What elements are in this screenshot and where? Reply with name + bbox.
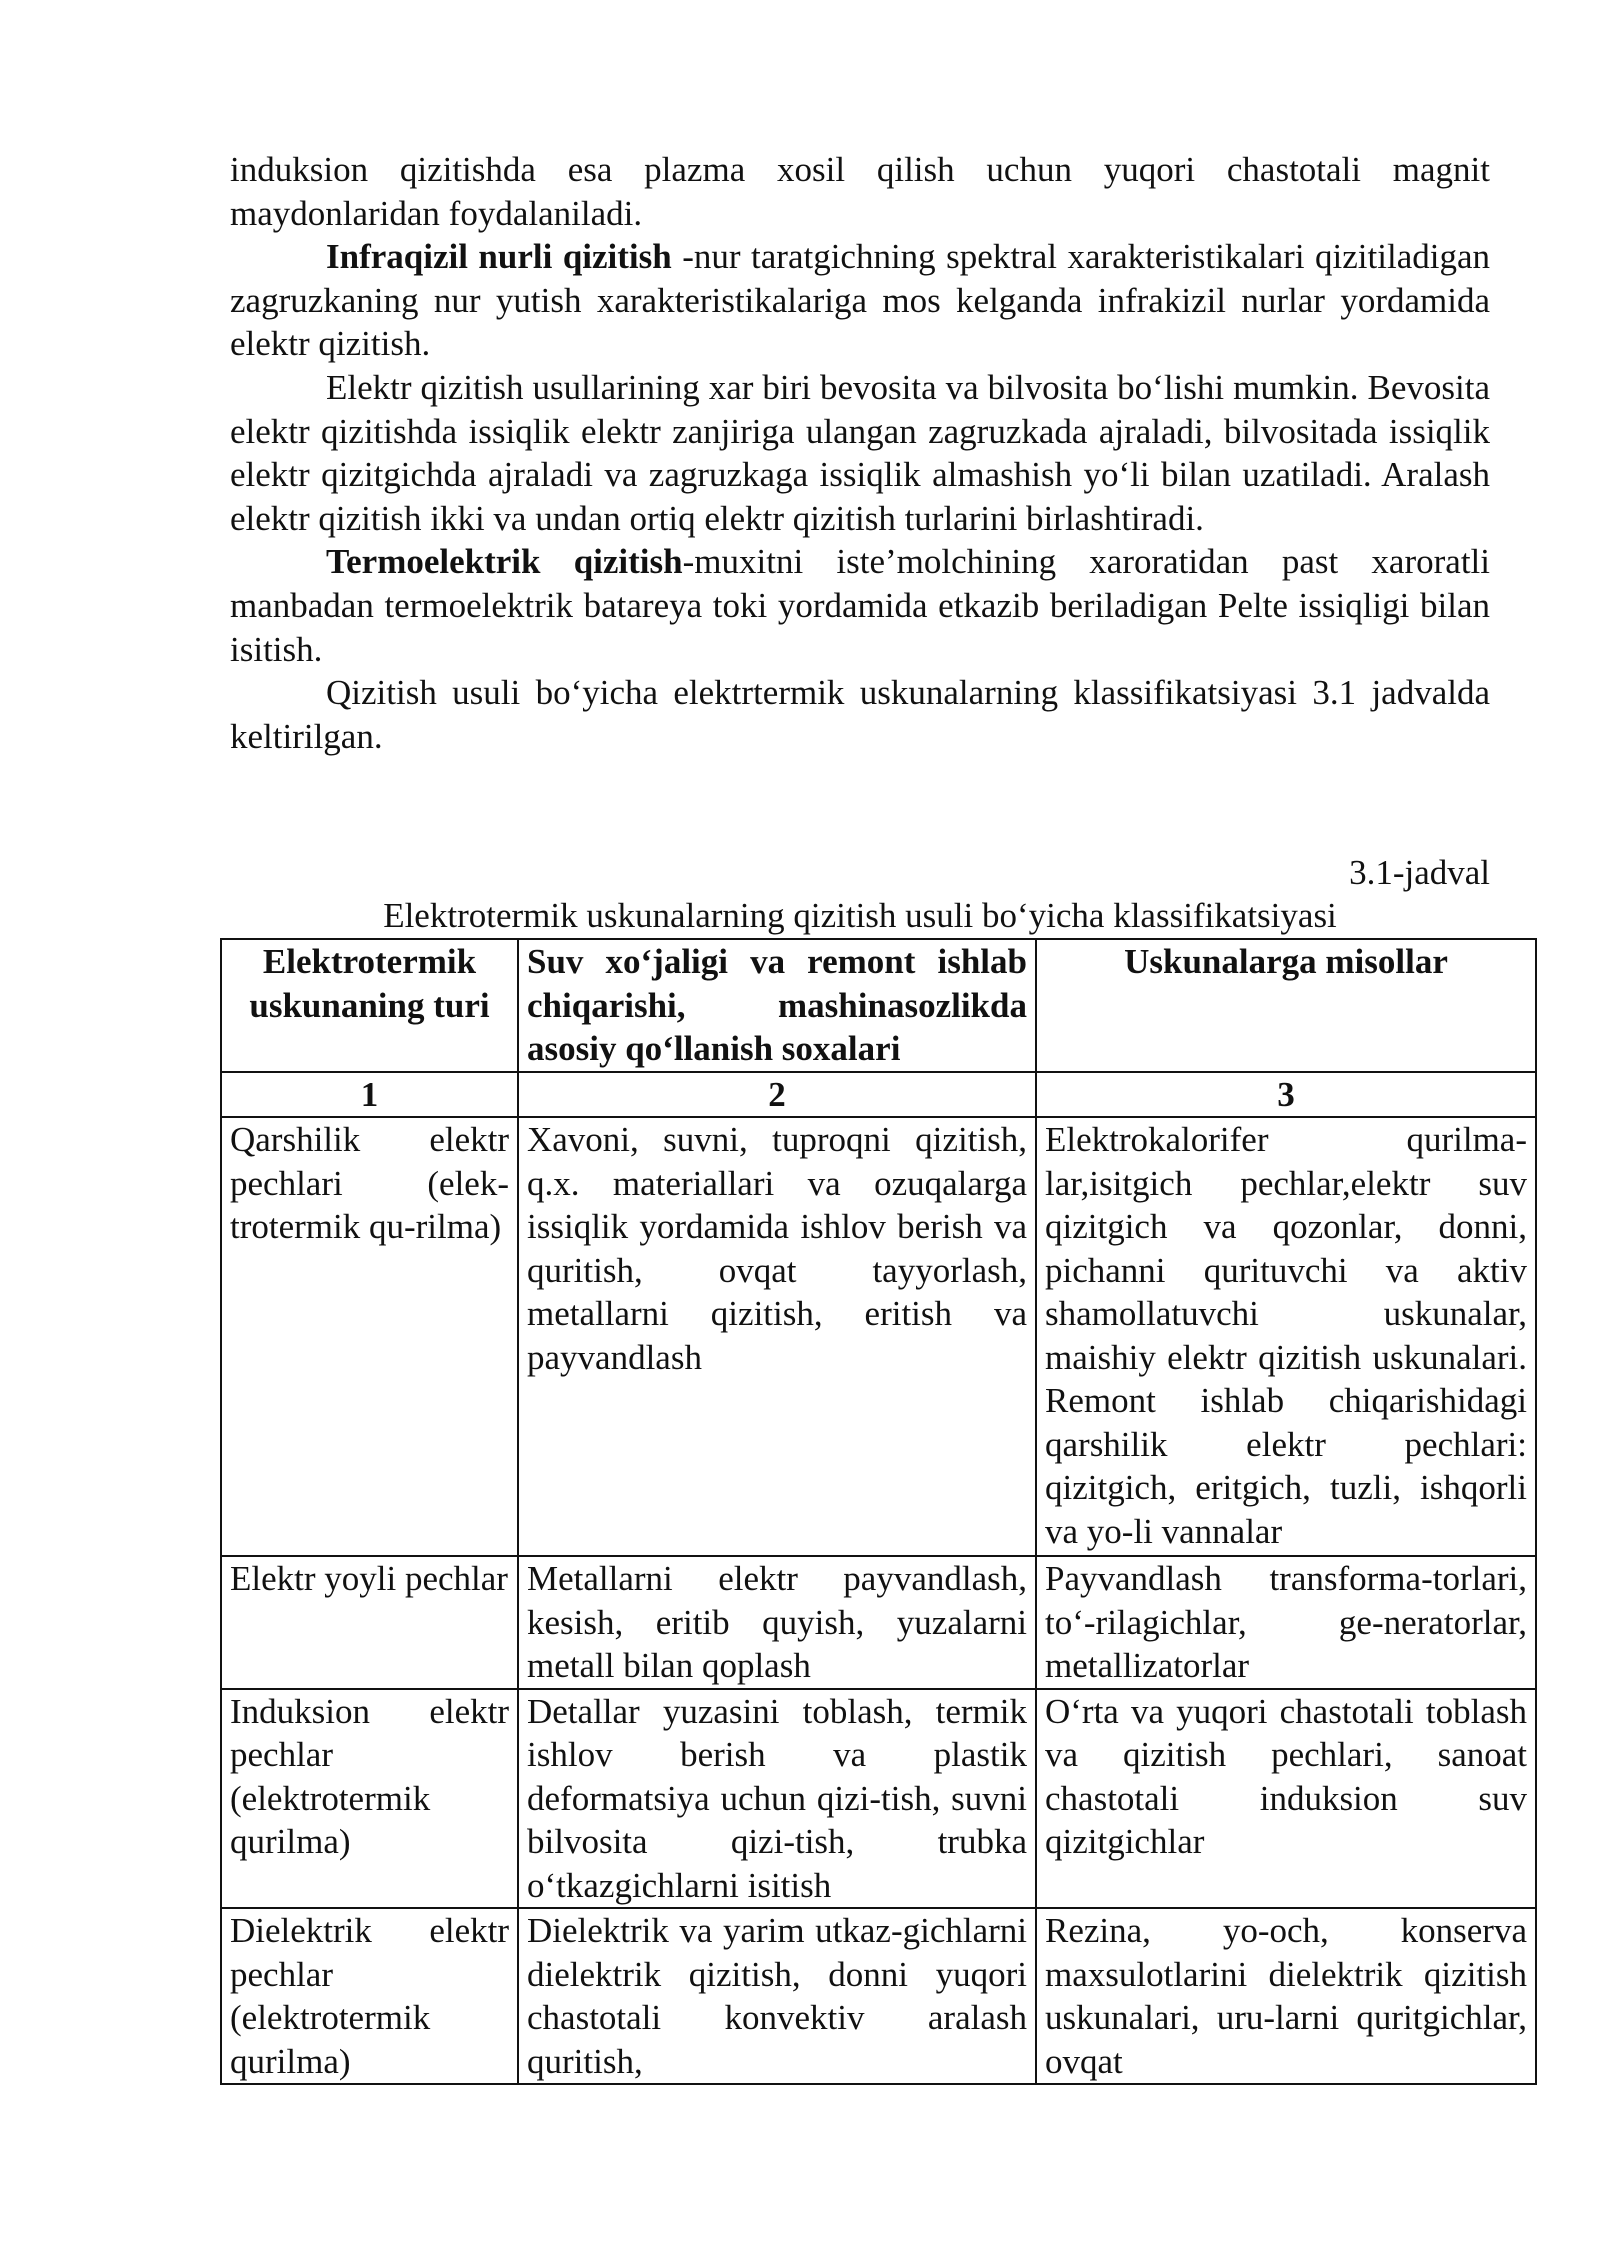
- paragraph-3-text: Elektr qizitish usullarining xar biri bevosita va bilvosita bo‘lishi mumkin. Bevosita elektr qizitishda issiqlik elektr zanjiriga ulangan zagruzkada ajraladi, bilvositada issiqlik elektr qizitgichda ajraladi va zagruzkaga issiqlik almashish yo‘li bilan uzatiladi. Aralash elektr qizitish ikki va undan ortiq elektr qizitish turlarini birlashtiradi.: [230, 367, 1490, 538]
- paragraph-1-text: induksion qizitishda esa plazma xosil qilish uchun yuqori chastotali magnit maydonlaridan foydalaniladi.: [230, 150, 1490, 233]
- table-cell: Elektrokalorifer qurilma-lar,isitgich pechlar,elektr suv qizitgich va qozonlar, donni, pichanni qurituvchi va aktiv shamollatuvchi uskunalar, maishiy elektr qizitish uskunalari. Remont ishlab chiqarishidagi qarshilik elektr pechlari: qizitgich, eritgich, tuzli, ishqorli va yo-li vannalar: [1036, 1117, 1536, 1556]
- table-cell: Xavoni, suvni, tuproqni qizitish, q.x. materiallari va ozuqalarga issiqlik yordamida ishlov berish va quritish, ovqat tayyorlash, metallarni qizitish, eritish va payvandlash: [518, 1117, 1036, 1556]
- paragraph-4: [230, 540, 1490, 671]
- table-title: Elektrotermik uskunalarning qizitish usuli bo‘yicha klassifikatsiyasi: [383, 896, 1337, 935]
- column-number: 3: [1036, 1072, 1536, 1118]
- table-cell: Detallar yuzasini toblash, termik ishlov berish va plastik deformatsiya uchun qizi-tish, suvni bilvosita qizi-tish, trubka o‘tkazgichlarni isitish: [518, 1689, 1036, 1909]
- table-cell: Induksion elektr pechlar (elektrotermik qurilma): [221, 1689, 518, 1909]
- table-row: [221, 1908, 1536, 2084]
- paragraph-3: [230, 366, 1490, 540]
- table-row: [221, 1117, 1536, 1556]
- paragraph-5: [230, 671, 1490, 758]
- table-cell: Rezina, yo-och, konserva maxsulotlarini dielektrik qizitish uskunalari, uru-larni quritgichlar, ovqat: [1036, 1908, 1536, 2084]
- paragraph-2: [230, 235, 1490, 366]
- header-application-areas: Suv xo‘jaligi va remont ishlab chiqarishi, mashinasozlikda asosiy qo‘llanish soxalari: [518, 939, 1036, 1072]
- term-infrared-heating: Infraqizil nurli qizitish: [326, 237, 672, 277]
- column-number-row: [221, 1072, 1536, 1118]
- table-cell: Qarshilik elektr pechlari (elek-trotermik qu-rilma): [221, 1117, 518, 1556]
- table-cell: Payvandlash transforma-torlari, to‘-rilagichlar, ge-neratorlar, metallizatorlar: [1036, 1556, 1536, 1689]
- table-row: [221, 1556, 1536, 1689]
- header-examples: Uskunalarga misollar: [1036, 939, 1536, 1072]
- table-cell: Dielektrik va yarim utkaz-gichlarni dielektrik qizitish, donni yuqori chastotali konvektiv aralash quritish,: [518, 1908, 1036, 2084]
- column-number: 1: [221, 1072, 518, 1118]
- header-equipment-type: Elektrotermik uskunaning turi: [221, 939, 518, 1072]
- column-number: 2: [518, 1072, 1036, 1118]
- table-cell: O‘rta va yuqori chastotali toblash va qizitish pechlari, sanoat chastotali induksion suv qizitgichlar: [1036, 1689, 1536, 1909]
- table-header-row: [221, 939, 1536, 1072]
- term-thermoelectric-heating: Termoelektrik qizitish: [326, 542, 683, 582]
- table-row: [221, 1689, 1536, 1909]
- paragraph-1: [230, 148, 1490, 235]
- paragraph-5-text: Qizitish usuli bo‘yicha elektrtermik uskunalarning klassifikatsiyasi 3.1 jadvalda keltirilgan.: [230, 673, 1490, 756]
- paragraph-4-text: -muxitni iste’molchining xaroratidan past xaroratli manbadan termoelektrik batareya toki yordamida etkazib beriladigan Pelte issiqligi bilan isitish.: [230, 542, 1490, 669]
- table-cell: Dielektrik elektr pechlar (elektrotermik qurilma): [221, 1908, 518, 2084]
- paragraph-2-text: -nur taratgichning spektral xarakteristikalari qizitiladigan zagruzkaning nur yutish xarakteristikalariga mos kelganda infrakizil nurlar yordamida elektr qizitish.: [230, 237, 1490, 364]
- classification-table: [220, 938, 1537, 2085]
- table-label: 3.1-jadval: [1349, 853, 1490, 892]
- table-cell: Elektr yoyli pechlar: [221, 1556, 518, 1689]
- table-cell: Metallarni elektr payvandlash, kesish, eritib quyish, yuzalarni metall bilan qoplash: [518, 1556, 1036, 1689]
- body-text: [230, 148, 1490, 758]
